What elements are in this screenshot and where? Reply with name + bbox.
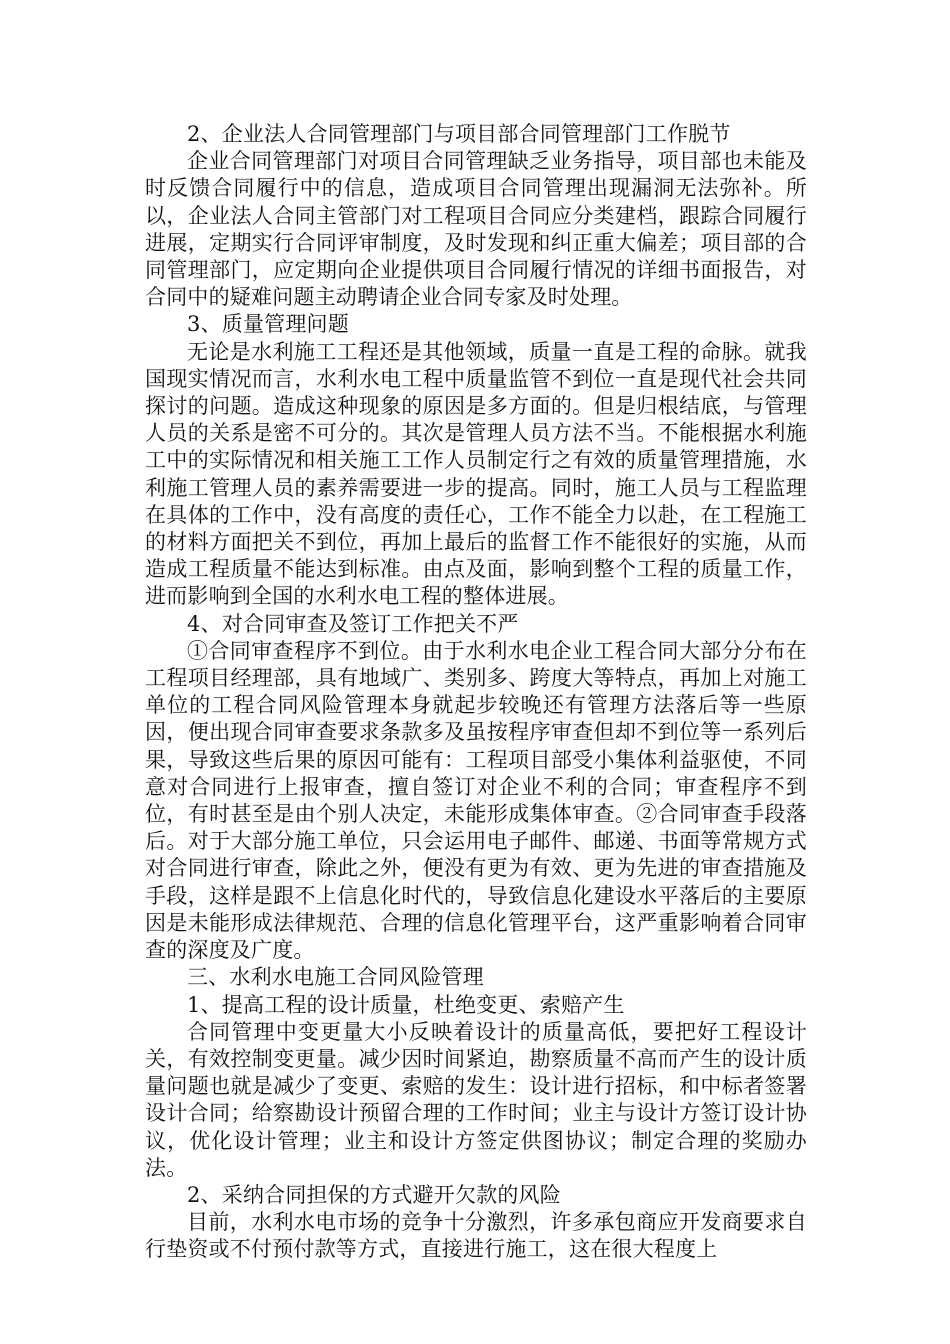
section-heading-contract-guarantee: 2、采纳合同担保的方式避开欠款的风险 bbox=[187, 1182, 561, 1207]
section-heading-contract-departments: 2、企业法人合同管理部门与项目部合同管理部门工作脱节 bbox=[187, 122, 731, 146]
document-page bbox=[145, 121, 807, 1264]
body-paragraph: ①合同审查程序不到位。由于水利水电企业工程合同大部分分布在工程项目经理部，具有地域广、类别多、跨度大等特点，再加上对施工单位的工程合同风险管理本身就起步较晚还有管理方法落后等一些原因，便出现合同审查要求条款多及虽按程序审查但却不到位等一系列后果，导致这些后果的原因可能有：工程项目部受小集体利益驱使，不同意对合同进行上报审查，擅自签订对企业不利的合同；审查程序不到位，有时甚至是由个别人决定，未能形成集体审查。②合同审查手段落后。对于大部分施工单位，只会运用电子邮件、邮递、书面等常规方式对合同进行审查，除此之外，便没有更为有效、更为先进的审查措施及手段，这样是跟不上信息化时代的，导致信息化建设水平落后的主要原因是未能形成法律规范、合理的信息化管理平台，这严重影响着合同审查的深度及广度。 bbox=[145, 638, 807, 963]
body-paragraph: 合同管理中变更量大小反映着设计的质量高低，要把好工程设计关，有效控制变更量。减少因时间紧迫，勘察质量不高而产生的设计质量问题也就是减少了变更、索赔的发生：设计进行招标，和中标者签署设计合同；给察勘设计预留合理的工作时间；业主与设计方签订设计协议，优化设计管理；业主和设计方签定供图协议；制定合理的奖励办法。 bbox=[145, 1019, 807, 1180]
section-heading-quality-management: 3、质量管理问题 bbox=[187, 312, 349, 337]
section-heading-design-quality: 1、提高工程的设计质量，杜绝变更、索赔产生 bbox=[187, 992, 625, 1017]
body-paragraph: 目前，水利水电市场的竞争十分激烈，许多承包商应开发商要求自行垫资或不付预付款等方式，直接进行施工，这在很大程度上 bbox=[145, 1210, 807, 1262]
body-paragraph: 企业合同管理部门对项目合同管理缺乏业务指导，项目部也未能及时反馈合同履行中的信息，造成项目合同管理出现漏洞无法弥补。所以，企业法人合同主管部门对工程项目合同应分类建档，跟踪合同履行进展，定期实行合同评审制度，及时发现和纠正重大偏差；项目部的合同管理部门，应定期向企业提供项目合同履行情况的详细书面报告，对合同中的疑难问题主动聘请企业合同专家及时处理。 bbox=[145, 149, 807, 310]
chapter-heading-risk-management: 三、水利水电施工合同风险管理 bbox=[187, 965, 484, 990]
body-paragraph: 无论是水利施工工程还是其他领域，质量一直是工程的命脉。就我国现实情况而言，水利水电工程中质量监管不到位一直是现代社会共同探讨的问题。造成这种现象的原因是多方面的。但是归根结底，与管理人员的关系是密不可分的。其次是管理人员方法不当。不能根据水利施工中的实际情况和相关施工工作人员制定行之有效的质量管理措施，水利施工管理人员的素养需要进一步的提高。同时，施工人员与工程监理在具体的工作中，没有高度的责任心，工作不能全力以赴，在工程施工的材料方面把关不到位，再加上最后的监督工作不能很好的实施，从而造成工程质量不能达到标准。由点及面，影响到整个工程的质量工作，进而影响到全国的水利水电工程的整体进展。 bbox=[145, 339, 807, 609]
section-heading-contract-review: 4、对合同审查及签订工作把关不严 bbox=[187, 611, 519, 636]
